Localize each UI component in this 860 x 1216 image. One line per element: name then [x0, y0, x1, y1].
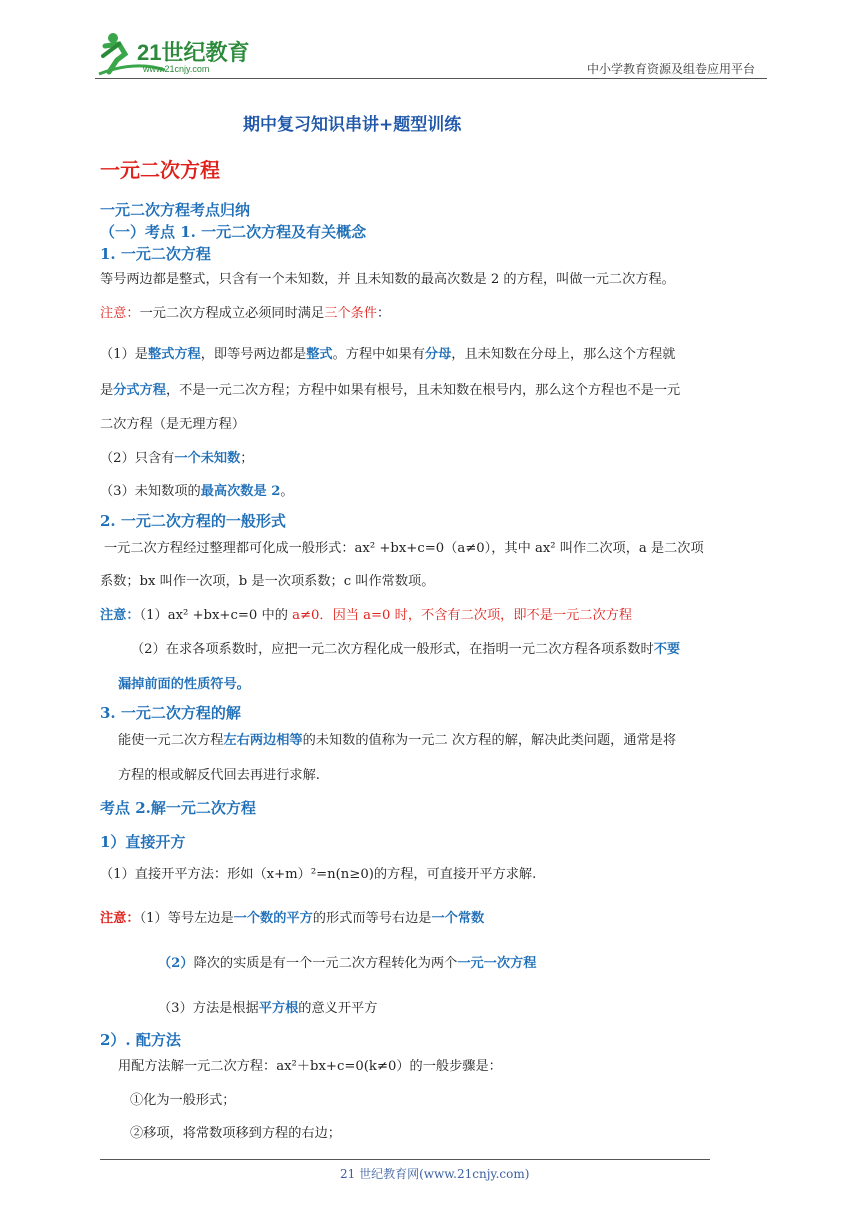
text: 降次的实质是有一个一元二次方程转化为两个	[193, 956, 458, 971]
text: （3）方法是根据	[158, 1001, 259, 1016]
text: 。方程中如果有	[332, 347, 425, 362]
highlight: 分母	[424, 347, 452, 362]
text: ，即等号两边都是	[200, 347, 307, 362]
cond3	[100, 482, 294, 502]
header-divider	[95, 78, 767, 79]
text: （2）只含有	[100, 451, 175, 466]
s3-title: 3. 一元二次方程的解	[100, 704, 241, 722]
text: ，不是一元二次方程；方程中如果有根号，且未知数在根号内，那么这个方程也不是一元	[165, 383, 681, 398]
note2-line3: 漏掉前面的性质符号。	[118, 677, 250, 692]
note-label: 注意：	[100, 608, 140, 623]
highlight: 平方根	[258, 1001, 299, 1016]
note3-line3	[158, 999, 377, 1019]
note-label: 注意：	[100, 911, 140, 926]
s1-definition: 等号两边都是整式，只含有一个未知数，并 且未知数的最高次数是 2 的方程，叫做一元二次方程。	[100, 272, 675, 287]
highlight: 整式	[306, 347, 333, 362]
highlight: 分式方程	[113, 383, 166, 398]
kaodian2-title: 考点 2.解一元二次方程	[100, 799, 256, 817]
text: （2）在求各项系数时，应把一元二次方程化成一般形式，在指明一元二次方程各项系数时	[131, 642, 654, 657]
note-text: 一元二次方程成立必须同时满足	[139, 306, 325, 321]
highlight: 一个常数	[431, 911, 485, 926]
note1	[100, 304, 390, 324]
chapter-title: 一元二次方程	[100, 158, 220, 182]
platform-name: 中小学教育资源及组卷应用平台	[586, 62, 755, 76]
highlight: 整式方程	[147, 347, 201, 362]
note-highlight: 三个条件	[324, 306, 377, 321]
text: （1）是	[100, 347, 148, 362]
text: 的未知数的值称为一元二 次方程的解，解决此类问题，通常是将	[302, 733, 677, 748]
text: （2）	[158, 956, 194, 971]
m2-text: 用配方法解一元二次方程：ax²＋bx+c=0(k≠0）的一般步骤是：	[118, 1059, 502, 1074]
doc-title: 期中复习知识串讲+题型训练	[243, 115, 462, 135]
note2-line1	[100, 606, 632, 626]
footer-text: 21 世纪教育网(www.21cnjy.com)	[340, 1167, 530, 1181]
cond2	[100, 449, 253, 469]
highlight: 一元一次方程	[457, 956, 537, 971]
s2-line2: 系数；bx 叫作一次项，b 是一次项系数；c 叫作常数项。	[100, 574, 435, 589]
note-end: ：	[376, 306, 391, 321]
kaodian1-title: （一）考点 1. 一元二次方程及有关概念	[100, 223, 367, 241]
footer-divider	[100, 1159, 710, 1160]
s2-title: 2. 一元二次方程的一般形式	[100, 512, 286, 530]
s1-title: 1. 一元二次方程	[100, 245, 211, 263]
s2-line1: 一元二次方程经过整理都可化成一般形式：ax² +bx+c=0（a≠0），其中 ax² 叫作二次项，a 是二次项	[104, 541, 704, 556]
note3-line2	[158, 954, 536, 974]
text: 能使一元二次方程	[118, 733, 224, 748]
m1-title: 1）直接开方	[100, 833, 186, 851]
highlight: 一个未知数	[174, 451, 241, 466]
note3-line1	[100, 909, 484, 929]
text: 的形式而等号右边是	[312, 911, 432, 926]
section-title: 一元二次方程考点归纳	[100, 201, 251, 219]
s3-line2: 方程的根或解反代回去再进行求解.	[118, 768, 321, 783]
logo	[95, 30, 260, 80]
text: ；	[240, 451, 254, 466]
text: 是	[100, 383, 114, 398]
m2-step2: ②移项，将常数项移到方程的右边；	[130, 1126, 341, 1141]
text: （1）ax² +bx+c=0 中的	[139, 608, 288, 623]
text: （1）等号左边是	[139, 911, 234, 926]
cond1-line2	[100, 381, 680, 401]
logo-url: www.21cnjy.com	[143, 64, 210, 74]
highlight: 最高次数是 2	[200, 484, 281, 499]
m2-step1: ①化为一般形式；	[130, 1093, 236, 1108]
highlight: a≠0．因当 a=0 时，不含有二次项，即不是一元二次方程	[287, 608, 633, 623]
highlight: 一个数的平方	[233, 911, 313, 926]
logo-text: 21世纪教育	[137, 40, 250, 65]
s3-line1	[118, 731, 676, 751]
text: ，且未知数在分母上，那么这个方程就	[451, 347, 676, 362]
text: 。	[280, 484, 294, 499]
note2-line2	[131, 640, 680, 660]
m2-title: 2）. 配方法	[100, 1031, 181, 1049]
cond1-line1	[100, 345, 675, 365]
highlight: 不要	[653, 642, 681, 657]
text: 的意义开平方	[298, 1001, 378, 1016]
highlight: 左右两边相等	[223, 733, 303, 748]
cond1-line3: 二次方程（是无理方程）	[100, 417, 246, 432]
note-label: 注意：	[100, 306, 140, 321]
text: （3）未知数项的	[100, 484, 201, 499]
m1-text: （1）直接开平方法：形如（x+m）²=n(n≥0)的方程，可直接开平方求解.	[100, 867, 537, 882]
